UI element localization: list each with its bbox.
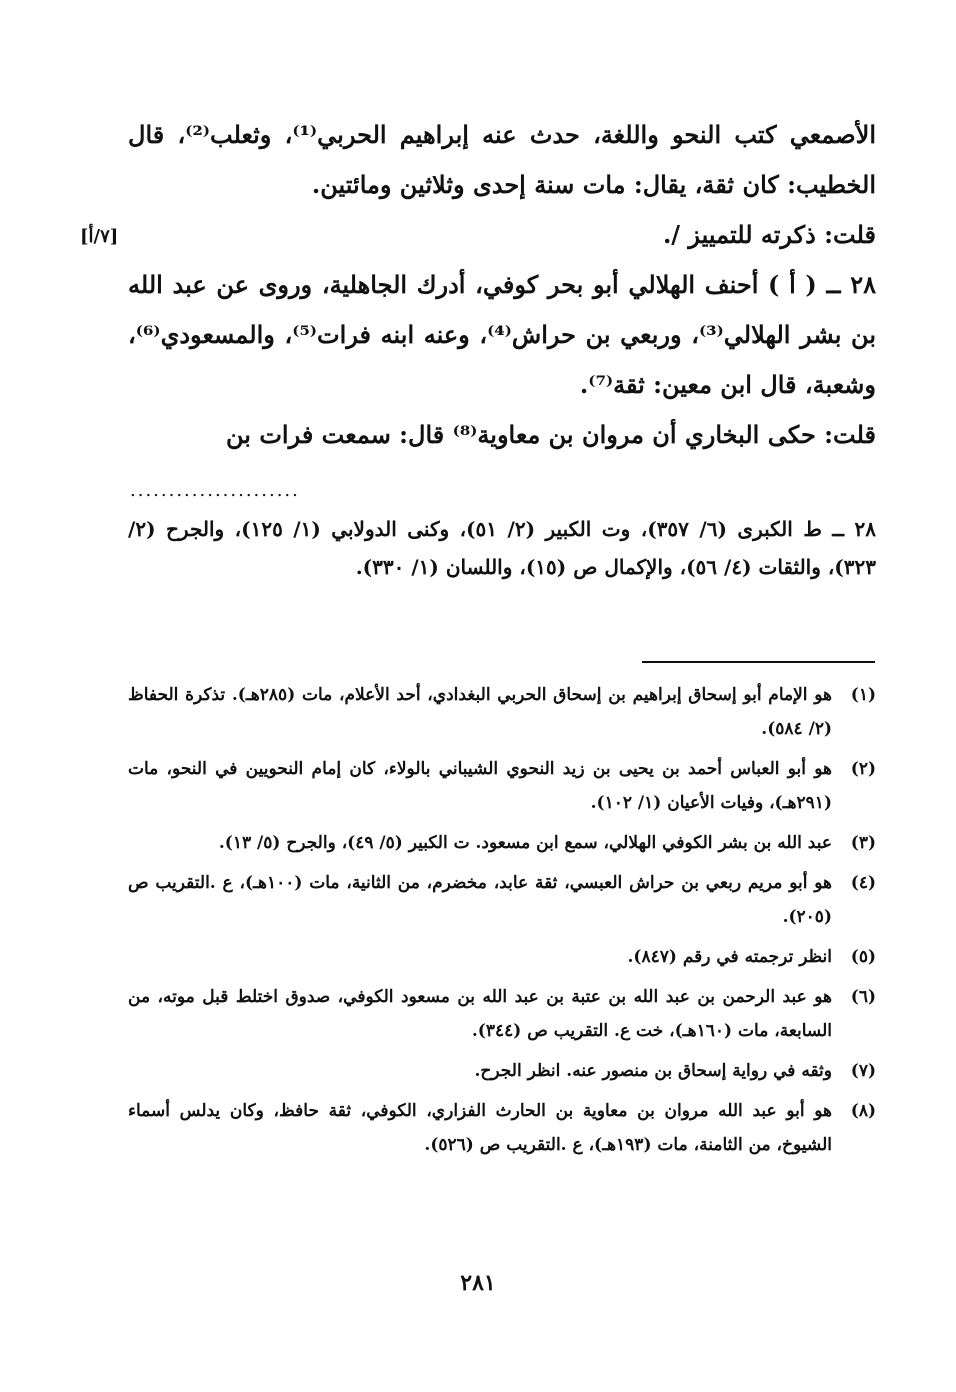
- footnote-text: هو أبو عبد الله مروان بن معاوية بن الحارث الفزاري، الكوفي، ثقة حافظ، وكان يدلس أسماء الشيوخ، من الثامنة، مات (١٩٣هـ)، ع .التقريب ص (٥٢٦).: [128, 1101, 832, 1155]
- footnote-number: (١): [850, 685, 876, 705]
- sources-block: [128, 510, 876, 586]
- page-number: ٢٨١: [460, 1270, 496, 1296]
- footnote: [128, 1094, 876, 1162]
- footnote-rule: [642, 661, 875, 663]
- footnote-text: هو أبو العباس أحمد بن يحيى بن زيد النحوي الشيباني بالولاء، كان إمام النحويين في النحو، مات (٢٩١هـ)، وفيات الأعيان (١/ ١٠٢).: [128, 759, 832, 813]
- main-paragraph: قلت: ذكرته للتمييز /.: [662, 220, 876, 249]
- footnote: [128, 752, 876, 820]
- main-paragraph: قلت: حكى البخاري أن مروان بن معاوية⁽⁸⁾ قال: سمعت فرات بن: [226, 420, 876, 449]
- footnote-number: (٧): [850, 1061, 876, 1081]
- footnote: [128, 980, 876, 1048]
- footnote-text: انظر ترجمته في رقم (٨٤٧).: [627, 947, 832, 967]
- footnote-text: وثقه في رواية إسحاق بن منصور عنه. انظر الجرح.: [474, 1061, 832, 1081]
- dotted-separator: ......................: [130, 480, 300, 501]
- footnote-text: هو أبو مريم ربعي بن حراش العبسي، ثقة عابد، مخضرم، من الثانية، مات (١٠٠هـ)، ع .التقريب ص (٢٠٥).: [128, 873, 832, 927]
- sources-text: ٢٨ ــ ط الكبرى (٦/ ٣٥٧)، وت الكبير (٢/ ٥١)، وكنى الدولابي (١/ ١٢٥)، والجرح (٢/ ٣٢٣)، والثقات (٤/ ٥٦)، والإكمال ص (١٥)، واللسان (١/ ٣٣٠).: [128, 517, 876, 579]
- footnote: [128, 826, 876, 860]
- footnote-text: هو عبد الرحمن بن عبد الله بن عتبة بن عبد الله بن مسعود الكوفي، صدوق اختلط قبل موته، من السابعة، مات (١٦٠هـ)، خت ع. التقريب ص (٣٤٤).: [128, 987, 832, 1041]
- main-paragraph: ٢٨ ــ ( أ ) أحنف الهلالي أبو بحر كوفي، أدرك الجاهلية، وروى عن عبد الله بن بشر الهلالي⁽³⁾، وربعي بن حراش⁽⁴⁾، وعنه ابنه فرات⁽⁵⁾، والمسعودي⁽⁶⁾، وشعبة، قال ابن معين: ثقة⁽⁷⁾.: [128, 270, 876, 399]
- footnote-number: (٥): [850, 947, 876, 967]
- footnote-number: (٨): [850, 1101, 876, 1121]
- footnote-number: (٣): [850, 833, 876, 853]
- footnote: [128, 940, 876, 974]
- footnote-number: (٤): [850, 873, 876, 893]
- main-text: [128, 110, 876, 460]
- main-paragraph: الأصمعي كتب النحو واللغة، حدث عنه إبراهيم الحربي⁽¹⁾، وثعلب⁽²⁾، قال الخطيب: كان ثقة، يقال: مات سنة إحدى وثلاثين ومائتين.: [128, 120, 876, 199]
- footnote-number: (٢): [850, 759, 876, 779]
- footnote: [128, 678, 876, 746]
- footnote-text: هو الإمام أبو إسحاق إبراهيم بن إسحاق الحربي البغدادي، أحد الأعلام، مات (٢٨٥هـ). تذكرة الحفاظ (٢/ ٥٨٤).: [128, 685, 832, 739]
- footnote-text: عبد الله بن بشر الكوفي الهلالي، سمع ابن مسعود. ت الكبير (٥/ ٤٩)، والجرح (٥/ ١٣).: [218, 833, 832, 853]
- footnote: [128, 1054, 876, 1088]
- footnotes: [128, 678, 876, 1168]
- footnote: [128, 866, 876, 934]
- folio-marker: [٧/أ]: [80, 226, 119, 247]
- footnote-number: (٦): [850, 987, 876, 1007]
